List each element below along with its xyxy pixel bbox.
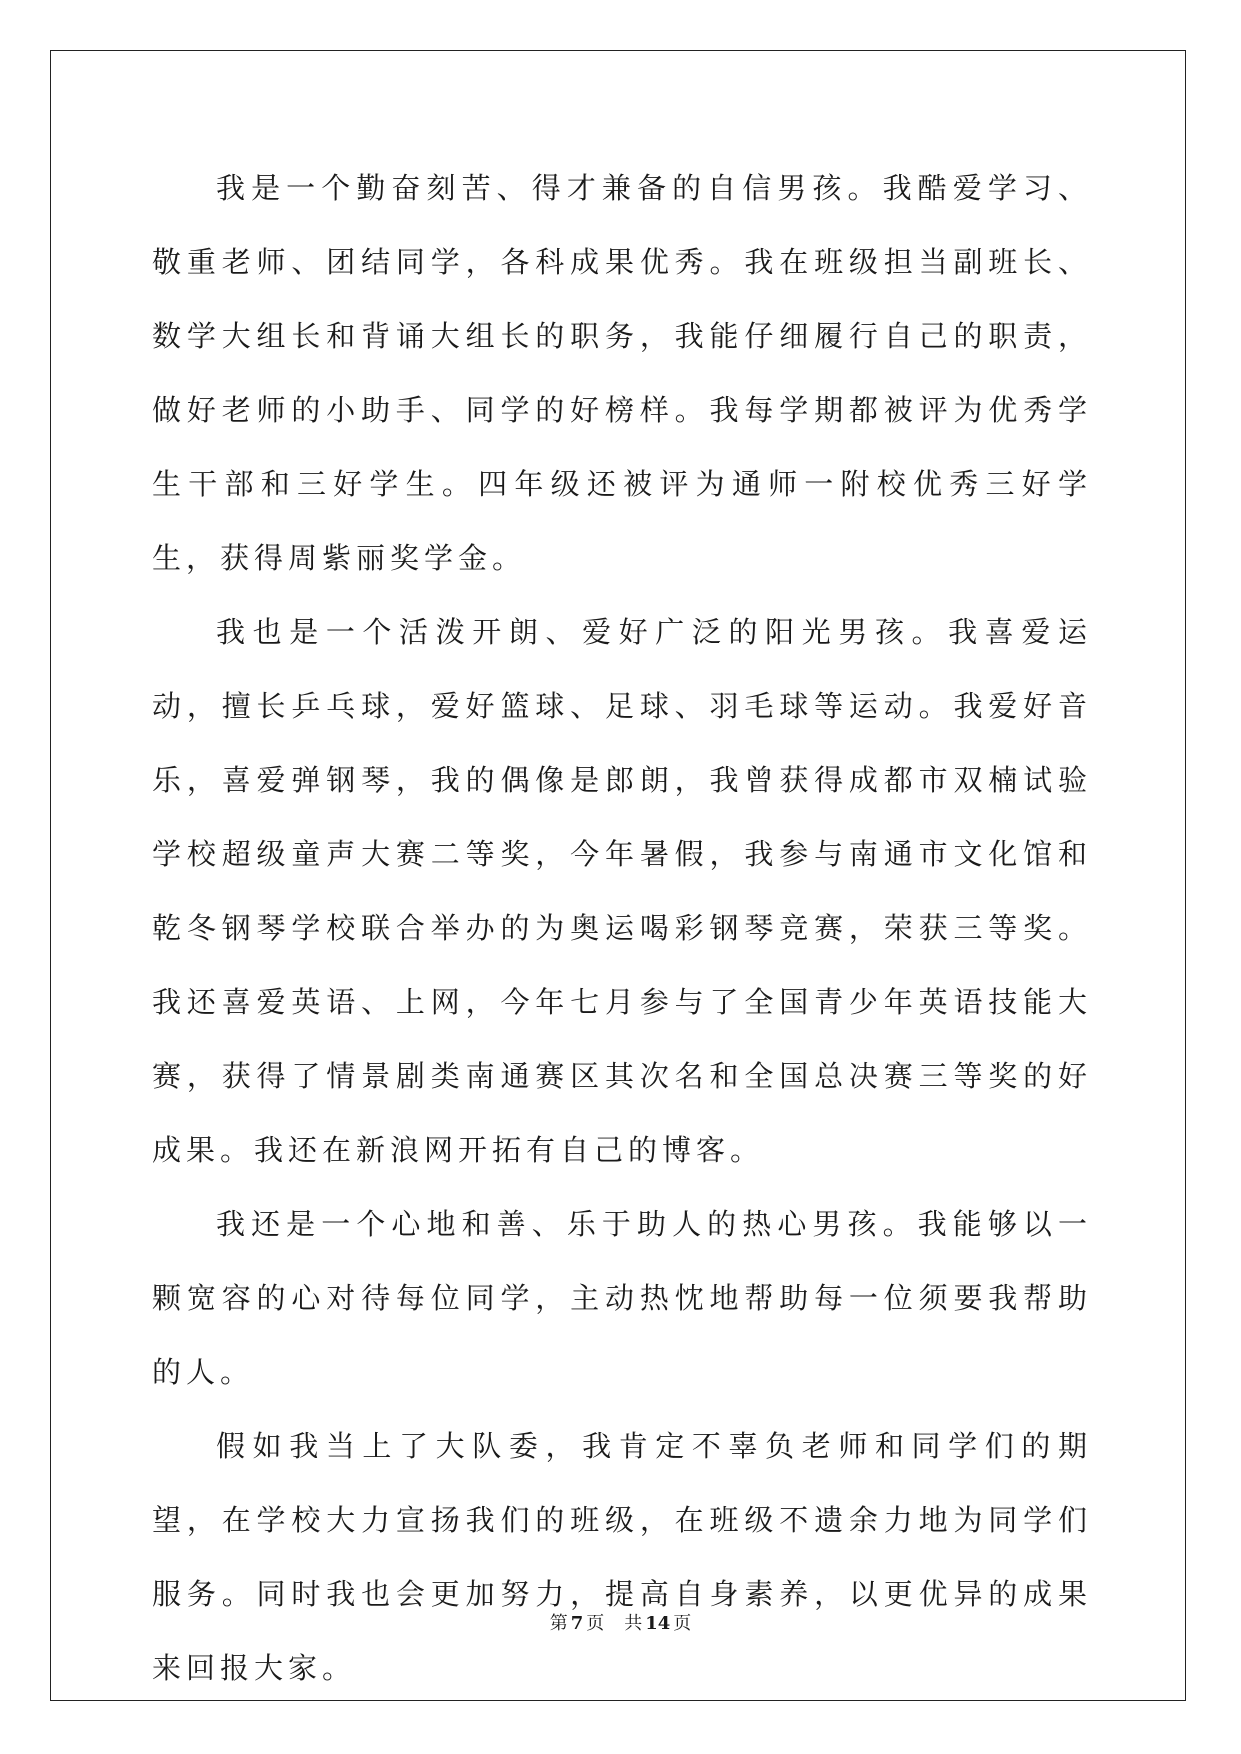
- paragraph-helpfulness: 我还是一个心地和善、乐于助人的热心男孩。我能够以一颗宽容的心对待每位同学，主动热忱地帮助每一位须要我帮助的人。: [152, 1207, 1092, 1389]
- page-footer: [0, 1609, 1241, 1635]
- paragraph-self-intro: 我是一个勤奋刻苦、得才兼备的自信男孩。我酷爱学习、敬重老师、团结同学，各科成果优秀。我在班级担当副班长、数学大组长和背诵大组长的职务，我能仔细履行自己的职责，做好老师的小助手、同学的好榜样。我每学期都被评为优秀学生干部和三好学生。四年级还被评为通师一附校优秀三好学生，获得周紫丽奖学金。: [152, 171, 1092, 575]
- paragraph-pledge: 假如我当上了大队委，我肯定不辜负老师和同学们的期望，在学校大力宣扬我们的班级，在班级不遗余力地为同学们服务。同时我也会更加努力，提高自身素养，以更优异的成果来回报大家。: [152, 1429, 1092, 1685]
- paragraph-hobbies: 我也是一个活泼开朗、爱好广泛的阳光男孩。我喜爱运动，擅长乒乓球，爱好篮球、足球、羽毛球等运动。我爱好音乐，喜爱弹钢琴，我的偶像是郎朗，我曾获得成都市双楠试验学校超级童声大赛二等奖，今年暑假，我参与南通市文化馆和乾冬钢琴学校联合举办的为奥运喝彩钢琴竞赛，荣获三等奖。我还喜爱英语、上网，今年七月参与了全国青少年英语技能大赛，获得了情景剧类南通赛区其次名和全国总决赛三等奖的好成果。我还在新浪网开拓有自己的博客。: [152, 615, 1092, 1167]
- page-total: 共 14 页: [624, 1613, 692, 1634]
- document-body: [152, 151, 1092, 1705]
- page-number: 第 7 页: [549, 1613, 605, 1634]
